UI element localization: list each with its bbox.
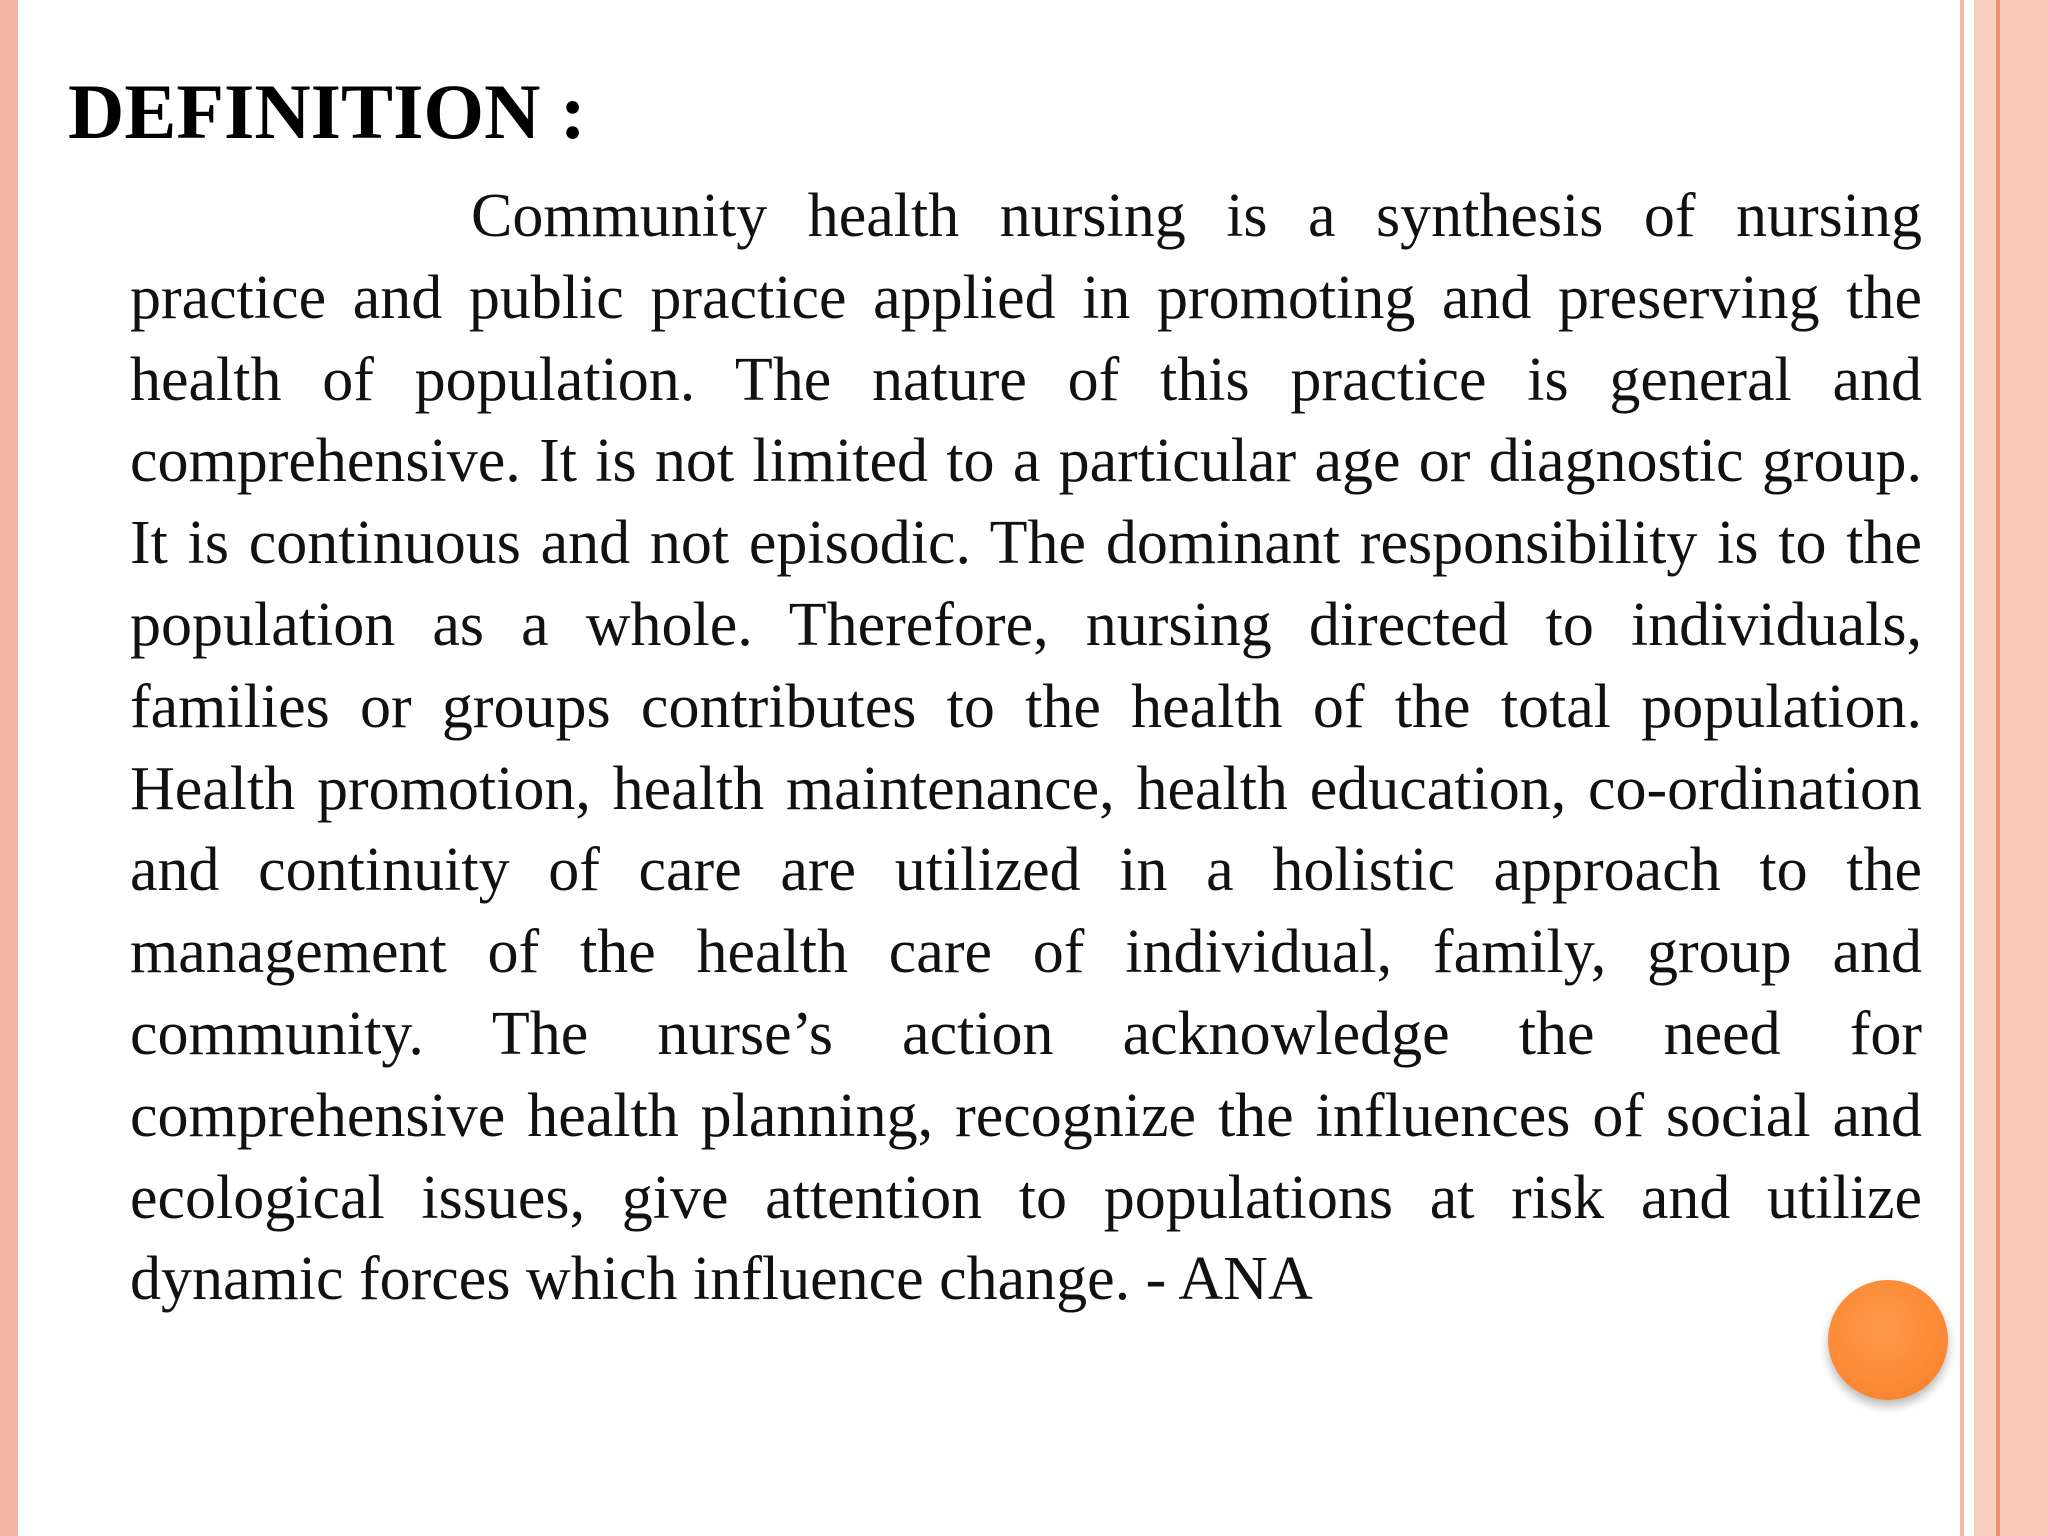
definition-paragraph: Community health nursing is a synthesis of nursing practice and public practice applied in promoting and preserving the health of population. The nature of this practice is general and comprehensive. It is not limited to a particular age or diagnostic group. It is continuous and not episodic. The dominant responsibility is to the population as a whole. Therefore, nursing directed to individuals, families or groups contributes to the health of the total population. Health promotion, health maintenance, health education, co-ordination and continuity of care are utilized in a holistic approach to the management of the health care of individual, family, group and community. The nurse’s action acknowledge the need for comprehensive health planning, recognize the influences of social and ecological issues, give attention to populations at risk and utilize dynamic forces which influence change. - ANA	[130, 182, 1922, 1314]
orange-circle-decoration	[1828, 1280, 1948, 1400]
right-border-gap	[1964, 0, 1974, 1536]
right-border-band	[1974, 0, 1996, 1536]
left-border-stripe	[0, 0, 18, 1536]
slide-title: DEFINITION :	[68, 68, 586, 155]
right-border-outer-band	[2000, 0, 2048, 1536]
